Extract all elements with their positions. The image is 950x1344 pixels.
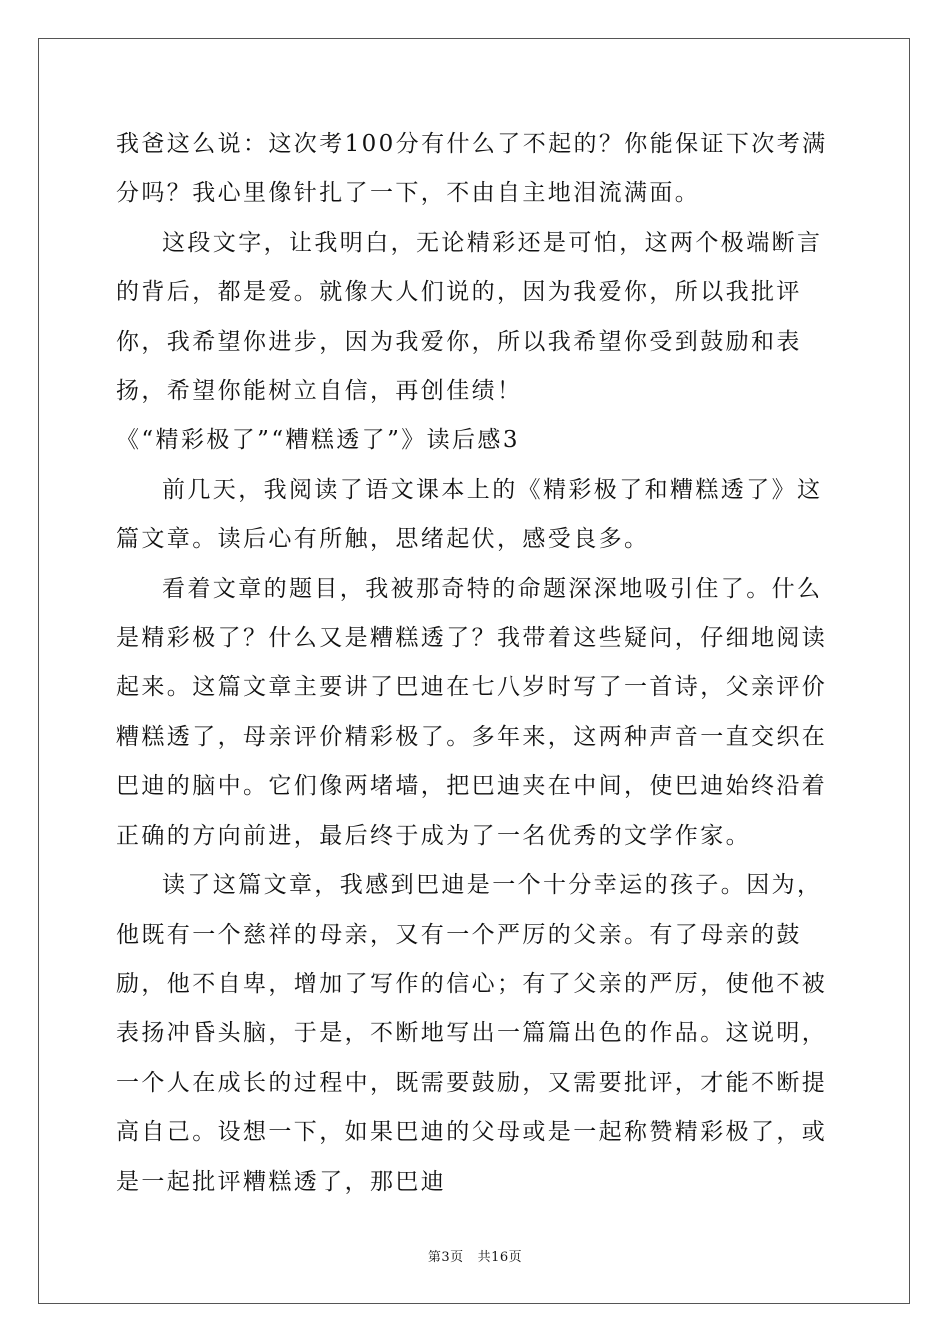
paragraph: 看着文章的题目，我被那奇特的命题深深地吸引住了。什么是精彩极了？什么又是糟糕透了？我带着这些疑问，仔细地阅读起来。这篇文章主要讲了巴迪在七八岁时写了一首诗，父亲评价糟糕透了，母亲评价精彩极了。多年来，这两种声音一直交织在巴迪的脑中。它们像两堵墙，把巴迪夹在中间，使巴迪始终沿着正确的方向前进，最后终于成为了一名优秀的文学作家。 bbox=[116, 575, 828, 849]
page-total: 共16页 bbox=[477, 1250, 523, 1265]
section-heading: 《“精彩极了”“糟糕透了”》读后感3 bbox=[116, 427, 520, 454]
paragraph-continuation: 我爸这么说：这次考100分有什么了不起的？你能保证下次考满分吗？我心里像针扎了一下，不由自主地泪流满面。 bbox=[116, 131, 828, 207]
page-number: 第3页 bbox=[427, 1250, 464, 1265]
paragraph: 读了这篇文章，我感到巴迪是一个十分幸运的孩子。因为，他既有一个慈祥的母亲，又有一个严厉的父亲。有了母亲的鼓励，他不自卑，增加了写作的信心；有了父亲的严厉，使他不被表扬冲昏头脑，于是，不断地写出一篇篇出色的作品。这说明，一个人在成长的过程中，既需要鼓励，又需要批评，才能不断提高自己。设想一下，如果巴迪的父母或是一起称赞精彩极了，或是一起批评糟糕透了，那巴迪 bbox=[116, 872, 828, 1195]
document-body bbox=[116, 120, 846, 1207]
paragraph: 前几天，我阅读了语文课本上的《精彩极了和糟糕透了》这篇文章。读后心有所触，思绪起伏，感受良多。 bbox=[116, 476, 823, 553]
paragraph: 这段文字，让我明白，无论精彩还是可怕，这两个极端断言的背后，都是爱。就像大人们说的，因为我爱你，所以我批评你，我希望你进步，因为我爱你，所以我希望你受到鼓励和表扬，希望你能树立自信，再创佳绩！ bbox=[116, 229, 823, 405]
page-footer bbox=[0, 1246, 950, 1265]
